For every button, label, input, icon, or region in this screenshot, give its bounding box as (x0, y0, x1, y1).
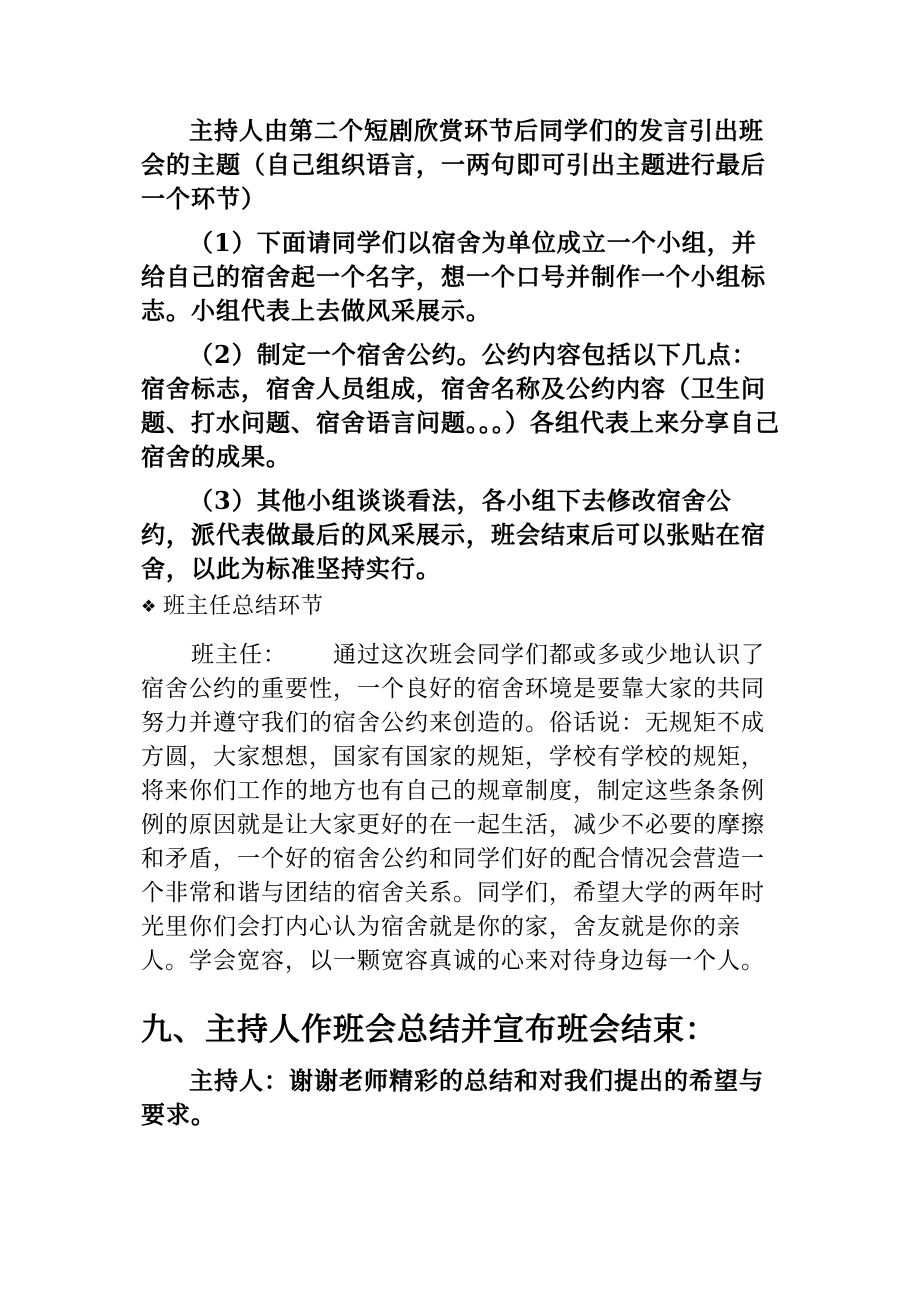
section-title-text: 班主任总结环节 (163, 594, 325, 619)
closing-heading: 九、主持人作班会总结并宣布班会结束： (141, 1012, 717, 1048)
step-two-paragraph: （2）制定一个宿舍公约。公约内容包括以下几点：宿舍标志，宿舍人员组成，宿舍名称及公约内容（卫生问题、打水问题、宿舍语言问题。。。）各组代表上来分享自己宿舍的成果。 (141, 340, 780, 471)
step-one-paragraph: （1）下面请同学们以宿舍为单位成立一个小组，并给自己的宿舍起一个名字，想一个口号并制作一个小组标志。小组代表上去做风采展示。 (141, 228, 766, 325)
section-title (141, 592, 781, 622)
teacher-speech-text: 通过这次班会同学们都或多或少地认识了宿舍公约的重要性，一个良好的宿舍环境是要靠大家的共同努力并遵守我们的宿舍公约来创造的。俗话说：无规矩不成方圆，大家想想，国家有国家的规矩，学校有学校的规矩，将来你们工作的地方也有自己的规章制度，制定这些条条例例的原因就是让大家更好的在一起生活，减少不必要的摩擦和矛盾，一个好的宿舍公约和同学们好的配合情况会营造一个非常和谐与团结的宿舍关系。同学们，希望大学的两年时光里你们会打内心认为宿舍就是你的家，舍友就是你的亲人。学会宽容，以一颗宽容真诚的心来对待身边每一个人。 (141, 642, 765, 974)
teacher-speaker-label: 班主任： (191, 642, 287, 668)
teacher-speech-paragraph (141, 638, 781, 978)
intro-paragraph: 主持人由第二个短剧欣赏环节后同学们的发言引出班会的主题（自己组织语言，一两句即可引出主题进行最后一个环节） (141, 116, 766, 213)
step-three-paragraph: （3）其他小组谈谈看法，各小组下去修改宿舍公约，派代表做最后的风采展示，班会结束后可以张贴在宿舍，以此为标准坚持实行。 (141, 486, 766, 583)
host-closing-paragraph: 主持人：谢谢老师精彩的总结和对我们提出的希望与要求。 (141, 1066, 764, 1129)
diamond-bullet-icon: ❖ (141, 597, 158, 617)
